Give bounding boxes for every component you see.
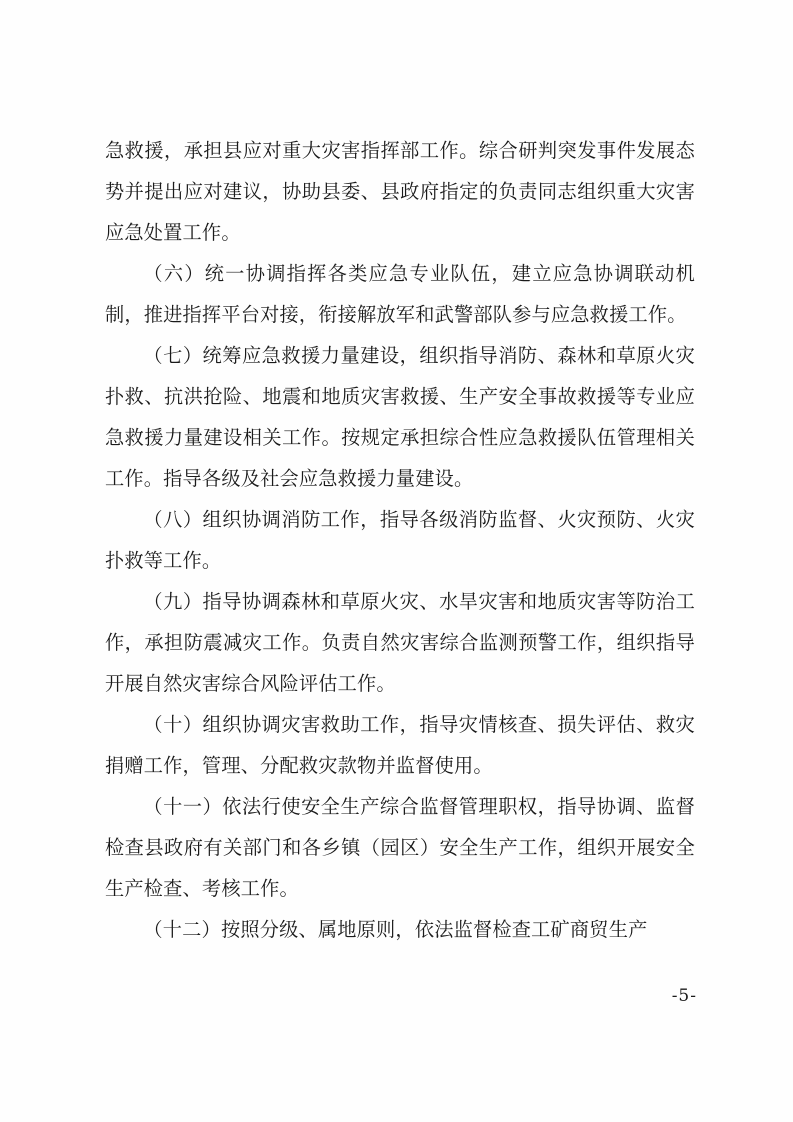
page-number: -5- — [671, 986, 697, 1006]
paragraph: （十）组织协调灾害救助工作，指导灾情核查、损失评估、救灾捐赠工作，管理、分配救灾款物并监督使用。 — [105, 713, 695, 777]
paragraph: （六）统一协调指挥各类应急专业队伍，建立应急协调联动机制，推进指挥平台对接，衔接解放军和武警部队参与应急救援工作。 — [105, 262, 695, 326]
paragraph: （十一）依法行使安全生产综合监督管理职权，指导协调、监督检查县政府有关部门和各乡镇（园区）安全生产工作，组织开展安全生产检查、考核工作。 — [105, 795, 695, 900]
paragraph: （八）组织协调消防工作，指导各级消防监督、火灾预防、火灾扑救等工作。 — [105, 508, 695, 572]
page-body — [105, 130, 695, 950]
paragraph: （七）统筹应急救援力量建设，组织指导消防、森林和草原火灾扑救、抗洪抢险、地震和地质灾害救援、生产安全事故救援等专业应急救援力量建设相关工作。按规定承担综合性应急救援队伍管理相关工作。指导各级及社会应急救援力量建设。 — [105, 344, 695, 490]
paragraph: 急救援，承担县应对重大灾害指挥部工作。综合研判突发事件发展态势并提出应对建议，协助县委、县政府指定的负责同志组织重大灾害应急处置工作。 — [105, 139, 695, 244]
paragraph: （九）指导协调森林和草原火灾、水旱灾害和地质灾害等防治工作，承担防震减灾工作。负责自然灾害综合监测预警工作，组织指导开展自然灾害综合风险评估工作。 — [105, 590, 695, 695]
paragraph: （十二）按照分级、属地原则，依法监督检查工矿商贸生产 — [143, 918, 648, 941]
